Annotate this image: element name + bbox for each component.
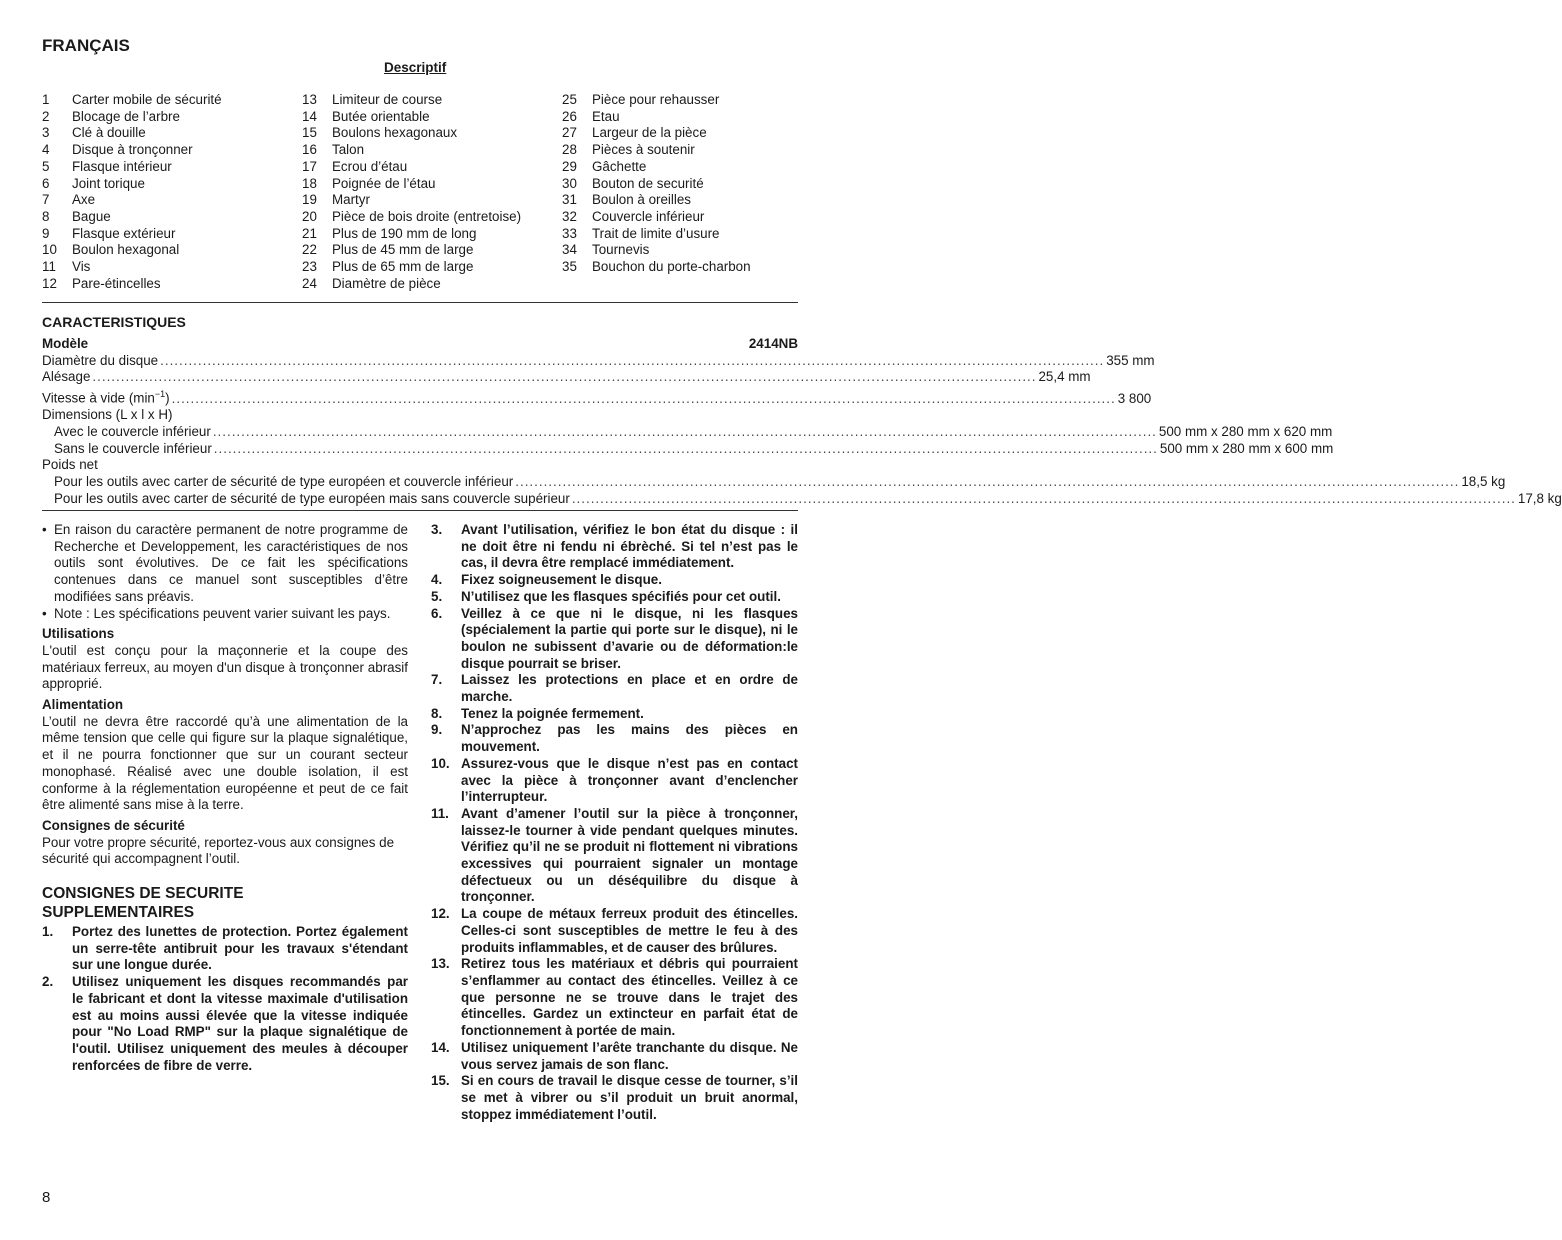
part-item: 28 Pièces à soutenir (562, 142, 695, 158)
right-text-column (431, 522, 798, 1123)
safety-item: 4. Fixez soigneusement le disque. (431, 572, 662, 588)
descriptif-title: Descriptif (384, 60, 447, 75)
part-item: 4 Disque à tronçonner (42, 142, 193, 158)
part-item: 5 Flasque intérieur (42, 158, 172, 174)
part-item: 13 Limiteur de course (302, 92, 443, 107)
part-item: 9 Flasque extérieur (42, 225, 176, 241)
divider-bottom (42, 510, 798, 511)
part-item: 10 Boulon hexagonal (42, 242, 180, 258)
part-item: 24 Diamètre de pièce (302, 275, 441, 291)
power-heading: Alimentation (42, 697, 124, 713)
spec-row-dim-without-cover: Sans le couvercle inférieur ........................................................................................................................................................................................................ 500 mm x 280 mm x 600 mm (54, 440, 1334, 456)
part-item: 33 Trait de limite d’usure (562, 225, 720, 241)
part-item: 34 Tournevis (562, 242, 650, 258)
spec-row-no-load-speed: Vitesse à vide $(\min^{-1})$ ........................................................................................................................................................................................................ 3 800 (42, 389, 1152, 406)
part-item: 27 Largeur de la pièce (562, 125, 707, 141)
part-item: 26 Etau (562, 108, 620, 124)
safety-item: 11. Avant d’amener l’outil sur la pièce à tronçonner, laissez-le tourner à vide pendant quelques minutes. Vérifiez qu’il ne se produit ni flottement ni vibrations excessives qui pourraient signaler un montage défectueux ou un déséquilibre du disque à tronçonner. (431, 805, 798, 905)
part-item: 18 Poignée de l’étau (302, 175, 436, 191)
part-item: 23 Plus de 65 mm de large (302, 259, 474, 275)
spec-row-dimensions: Dimensions (L x l x H) (42, 407, 173, 423)
spec-row-dim-with-cover: Avec le couvercle inférieur ........................................................................................................................................................................................................ 500 mm x 280 mm x 620 mm (54, 423, 1333, 439)
page-number: 8 (42, 1189, 51, 1206)
safety-item: 8. Tenez la poignée fermement. (431, 705, 644, 721)
language-title: FRANÇAIS (42, 36, 130, 55)
part-item: 2 Blocage de l’arbre (42, 108, 180, 124)
part-item: 8 Bague (42, 208, 111, 224)
safety-item: 1. Portez des lunettes de protection. Portez également un serre-tête antibruit pour les travaux s'étendant sur une longue durée. (42, 924, 408, 973)
spec-row-model: Modèle 2414NB (42, 336, 798, 351)
part-item: 21 Plus de 190 mm de long (302, 225, 477, 241)
spec-row-bore: Alésage ........................................................................................................................................................................................................ 25,4 mm (42, 369, 1091, 385)
parts-column-2 (302, 92, 557, 292)
part-item: 3 Clé à douille (42, 125, 146, 141)
usage-heading: Utilisations (42, 626, 115, 642)
safety-item: 3. Avant l’utilisation, vérifiez le bon état du disque : il ne doit être ni fendu ni ébrèché. Si tel n’est pas le cas, il devra être remplacé immédiatement. (431, 522, 798, 571)
part-item: 7 Axe (42, 192, 96, 208)
note-bullet: • En raison du caractère permanent de notre programme de Recherche et Developpement, les caractéristiques de nos outils sont évolutives. De ce fait les spécifications contenues dans ce manuel sont susceptibles d’être modifiées sans préavis. (42, 522, 408, 604)
part-item: 14 Butée orientable (302, 108, 430, 124)
part-item: 35 Bouchon du porte-charbon (562, 259, 751, 275)
safety-item: 12. La coupe de métaux ferreux produit des étincelles. Celles-ci sont susceptibles de mettre le feu à des produits inflammables, et de causer des brûlures. (431, 906, 798, 955)
safety-text: Pour votre propre sécurité, reportez-vous aux consignes de sécurité qui accompagnent l’outil. (42, 834, 395, 867)
specifications-table (42, 336, 1562, 508)
part-item: 29 Gâchette (562, 158, 647, 174)
safety-item: 13. Retirez tous les matériaux et débris qui pourraient s’enflammer au contact des étincelles. Veillez à ce que personne ne se trouve dans le trajet des étincelles. Gardez un extincteur en parfait état de fonctionnement à portée de main. (431, 956, 798, 1039)
safety-item: 14. Utilisez uniquement l’arête tranchante du disque. Ne vous servez jamais de son flanc. (431, 1039, 798, 1072)
safety-item: 6. Veillez à ce que ni le disque, ni les flasques (spécialement la partie qui porte sur le disque), ni le boulon ne subissent d’avarie ou de déformation:le disque pourrait se briser. (431, 605, 798, 671)
safety-heading: Consignes de sécurité (42, 817, 185, 833)
safety-item: 5. N’utilisez que les flasques spécifiés pour cet outil. (431, 588, 781, 604)
part-item: 32 Couvercle inférieur (562, 208, 705, 224)
part-item: 12 Pare-étincelles (42, 275, 161, 291)
safety-item: 15. Si en cours de travail le disque cesse de tourner, s’il se met à vibrer ou s’il produit un bruit anormal, stoppez immédiatement l’outil. (431, 1073, 798, 1122)
parts-column-3 (562, 92, 798, 276)
note-bullet: • Note : Les spécifications peuvent varier suivant les pays. (42, 605, 391, 621)
part-item: 15 Boulons hexagonaux (302, 125, 458, 141)
part-item: 11 Vis (42, 259, 91, 275)
spec-row-weight-2: Pour les outils avec carter de sécurité de type européen mais sans couvercle supérieur ........................................................................................................................................................................................................ 17,8 kg (54, 490, 1562, 506)
parts-column-1 (42, 92, 292, 292)
part-item: 22 Plus de 45 mm de large (302, 242, 474, 258)
part-item: 19 Martyr (302, 192, 370, 208)
safety-item: 7. Laissez les protections en place et en ordre de marche. (431, 672, 798, 705)
part-item: 25 Pièce pour rehausser (562, 92, 720, 107)
power-text: L’outil ne devra être raccordé qu’à une alimentation de la même tension que celle qui figure sur la plaque signalétique, et il ne pourra fonctionner que sur un courant secteur monophasé. Réalisé avec une double isolation, il est conforme à la réglementation européenne et peut de ce fait être alimenté sans mise à la terre. (42, 713, 408, 813)
divider-top (42, 302, 798, 303)
left-text-column (42, 522, 408, 1074)
part-item: 20 Pièce de bois droite (entretoise) (302, 208, 522, 224)
part-item: 1 Carter mobile de sécurité (42, 92, 222, 107)
safety-item: 2. Utilisez uniquement les disques recommandés par le fabricant et dont la vitesse maximale d'utilisation est au moins aussi élevée que la vitesse indiquée pour "No Load RMP" sur la plaque signalétique de l'outil. Utilisez uniquement des meules à découper renforcées de fibre de verre. (42, 974, 408, 1073)
extra-safety-heading: CONSIGNES DE SECURITE SUPPLEMENTAIRES (42, 885, 244, 922)
usage-text: L'outil est conçu pour la maçonnerie et la coupe des matériaux ferreux, au moyen d'un disque à tronçonner abrasif approprié. (42, 642, 408, 692)
safety-item: 9. N’approchez pas les mains des pièces en mouvement. (431, 722, 798, 755)
part-item: 31 Boulon à oreilles (562, 192, 692, 208)
safety-item: 10. Assurez-vous que le disque n’est pas en contact avec la pièce à tronçonner avant d’enclencher l’interrupteur. (431, 755, 798, 805)
part-item: 30 Bouton de securité (562, 175, 704, 191)
specifications-heading: CARACTERISTIQUES (42, 314, 186, 330)
part-item: 6 Joint torique (42, 175, 145, 191)
spec-row-weight-1: Pour les outils avec carter de sécurité de type européen et couvercle inférieur ........................................................................................................................................................................................................ 18,5 kg (54, 474, 1506, 490)
part-item: 17 Ecrou d’étau (302, 158, 408, 174)
part-item: 16 Talon (302, 142, 365, 158)
spec-row-net-weight: Poids net (42, 457, 98, 473)
spec-row-disc-diameter: Diamètre du disque ........................................................................................................................................................................................................ 355 mm (42, 352, 1155, 368)
